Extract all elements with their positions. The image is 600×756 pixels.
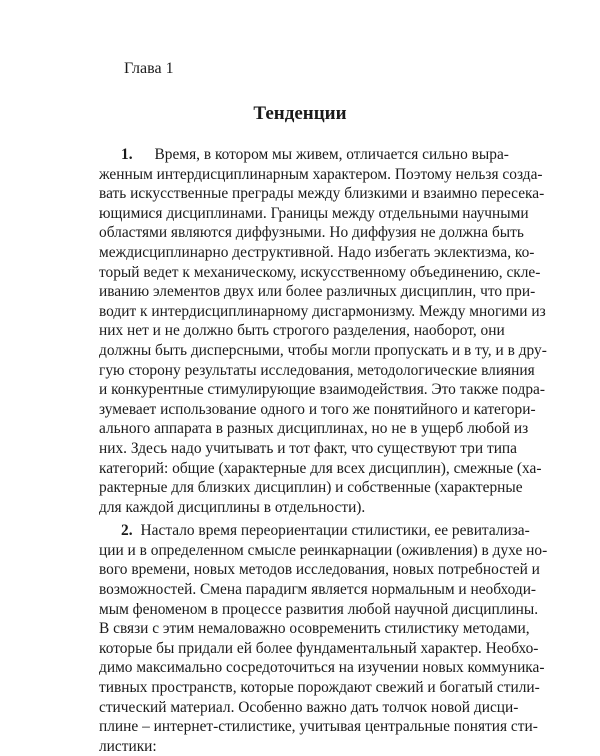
paragraph-line: В связи с этим немаловажно осовременить стилистику методами, (99, 620, 530, 638)
paragraph-line: водит к интердисциплинарному дисгармонизму. Между многими из (99, 302, 546, 320)
paragraph-line: которые бы придали ей более фундаментальный характер. Необхо- (99, 639, 539, 657)
paragraph-line: областями являются диффузными. Но диффузия не должна быть (99, 224, 524, 242)
body-text (99, 145, 548, 756)
paragraph-line: 1. Время, в котором мы живем, отличается сильно выра- (121, 146, 509, 163)
paragraph-line: для каждой дисциплины в отдельности). (99, 498, 366, 516)
paragraph-line: мым феноменом в процессе развития любой научной дисциплины. (99, 600, 539, 618)
paragraph-line: торый ведет к механическому, искусственному объединению, скле- (99, 263, 541, 281)
paragraph-line: тивных пространств, которые порождают свежий и богатый стили- (99, 679, 540, 697)
paragraph-line: и конкурентные стимулирующие взаимодействия. Это также подра- (99, 381, 545, 399)
paragraph-line: междисциплинарно деструктивной. Надо избегать эклектизма, ко- (99, 243, 535, 261)
paragraph-line: рактерные для близких дисциплин) и собственные (характерные (99, 479, 523, 497)
paragraph-number: 1. (121, 146, 133, 163)
paragraph-line: димо максимально сосредоточиться на изучении новых коммуника- (99, 659, 545, 677)
paragraph-line: стический материал. Особенно важно дать толчок новой дисци- (99, 698, 519, 716)
section-title: Тенденции (253, 103, 347, 124)
paragraph-line: ального аппарата в разных дисциплинах, но не в ущерб любой из (99, 420, 529, 438)
paragraph-number: 2. (121, 522, 133, 540)
paragraph-line: вать искусственные преграды между близкими и взаимно пересека- (99, 185, 545, 203)
paragraph-2 (99, 521, 548, 756)
paragraph-line: плине – интернет-стилистике, учитывая центральные понятия сти- (99, 718, 538, 736)
paragraph-line: должны быть дисперсными, чтобы могли пропускать и в ту, и в дру- (99, 341, 547, 359)
paragraph-line: ющимися дисциплинами. Границы между отдельными научными (99, 204, 529, 222)
paragraph-line: листики: (99, 737, 157, 755)
paragraph-line: гую сторону результаты исследования, методологические влияния (99, 361, 535, 379)
paragraph-line: них. Здесь надо учитывать и тот факт, что существуют три типа (99, 439, 517, 457)
paragraph-1 (99, 145, 547, 517)
paragraph-line: ции и в определенном смысле реинкарнации (оживления) в духе но- (99, 541, 548, 559)
paragraph-line: вого времени, новых методов исследования, новых потребностей и (99, 561, 540, 579)
paragraph-line: категорий: общие (характерные для всех дисциплин), смежные (ха- (99, 459, 542, 477)
paragraph-line: иванию элементов двух или более различных дисциплин, что при- (99, 283, 536, 301)
chapter-label: Глава 1 (124, 60, 174, 77)
paragraph-line: 2. Настало время переориентации стилистики, ее ревитализа- (121, 522, 530, 540)
paragraph-line: женным интердисциплинарным характером. Поэтому нельзя созда- (99, 165, 543, 183)
paragraph-line: зумевает использование одного и того же понятийного и категори- (99, 400, 536, 418)
paragraph-line: возможностей. Смена парадигм является нормальным и необходи- (99, 581, 537, 599)
paragraph-line: них нет и не должно быть строгого разделения, наоборот, они (99, 322, 505, 340)
